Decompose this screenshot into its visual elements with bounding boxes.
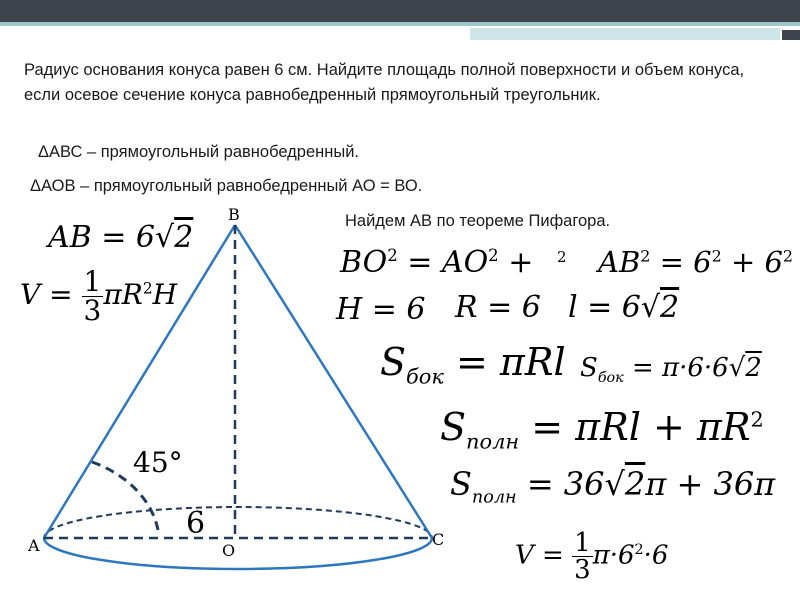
slide-accent-line: [0, 22, 800, 26]
formula-total-area: $S_{полн} = \pi Rl + \pi R^2$: [440, 405, 764, 454]
formula-total-area-value: $S_{полн} = 36√2\pi + 36\pi$: [450, 465, 776, 508]
cone-base-front: [44, 538, 432, 569]
fact-abc: ΔАВС – прямоугольный равнобедренный.: [38, 143, 360, 161]
label-b: B: [228, 205, 240, 224]
formula-height: H = 6: [336, 292, 426, 327]
label-a: A: [28, 536, 40, 555]
slide-header-bar: [0, 0, 800, 22]
angle-label: 45°: [133, 446, 183, 479]
formula-stray-power: 2: [557, 248, 567, 266]
formula-volume: V = $\frac{1}{3}$ $\pi R^2H$: [20, 265, 178, 327]
formula-ab-squared: $AB^2 = 6^2 + 6^2$: [598, 245, 794, 279]
formula-radius: R = 6: [455, 290, 541, 325]
formula-lateral-area-value: $S_{бок} = \pi\cdot 6\cdot 6√2$: [580, 353, 762, 387]
problem-statement: Радиус основания конуса равен 6 см. Найдите площадь полной поверхности и объем конуса, если осевое сечение конуса равнобедренный прямоугольный треугольник.: [24, 61, 745, 104]
radius-label: 6: [186, 506, 206, 541]
slide-decor-block: [782, 30, 800, 40]
slide-decor-strip: [470, 28, 780, 40]
pythagoras-note: Найдем АВ по теореме Пифагора.: [345, 212, 611, 230]
label-o: O: [222, 541, 236, 560]
formula-ab: AB = 6√2: [48, 220, 194, 255]
formula-volume-value: V = $\frac{1}{3}$ $\pi\cdot 6^2\cdot 6$: [515, 528, 669, 585]
formula-slant: l = 6√2: [568, 290, 680, 325]
label-c: C: [432, 530, 445, 549]
fact-aob: ΔАОВ – прямоугольный равнобедренный АО = ВО.: [30, 177, 423, 195]
formula-bo: $BO^2 = AO^2$ +: [340, 245, 534, 280]
formula-lateral-area: $S_{бок} = \pi Rl$: [380, 340, 566, 389]
